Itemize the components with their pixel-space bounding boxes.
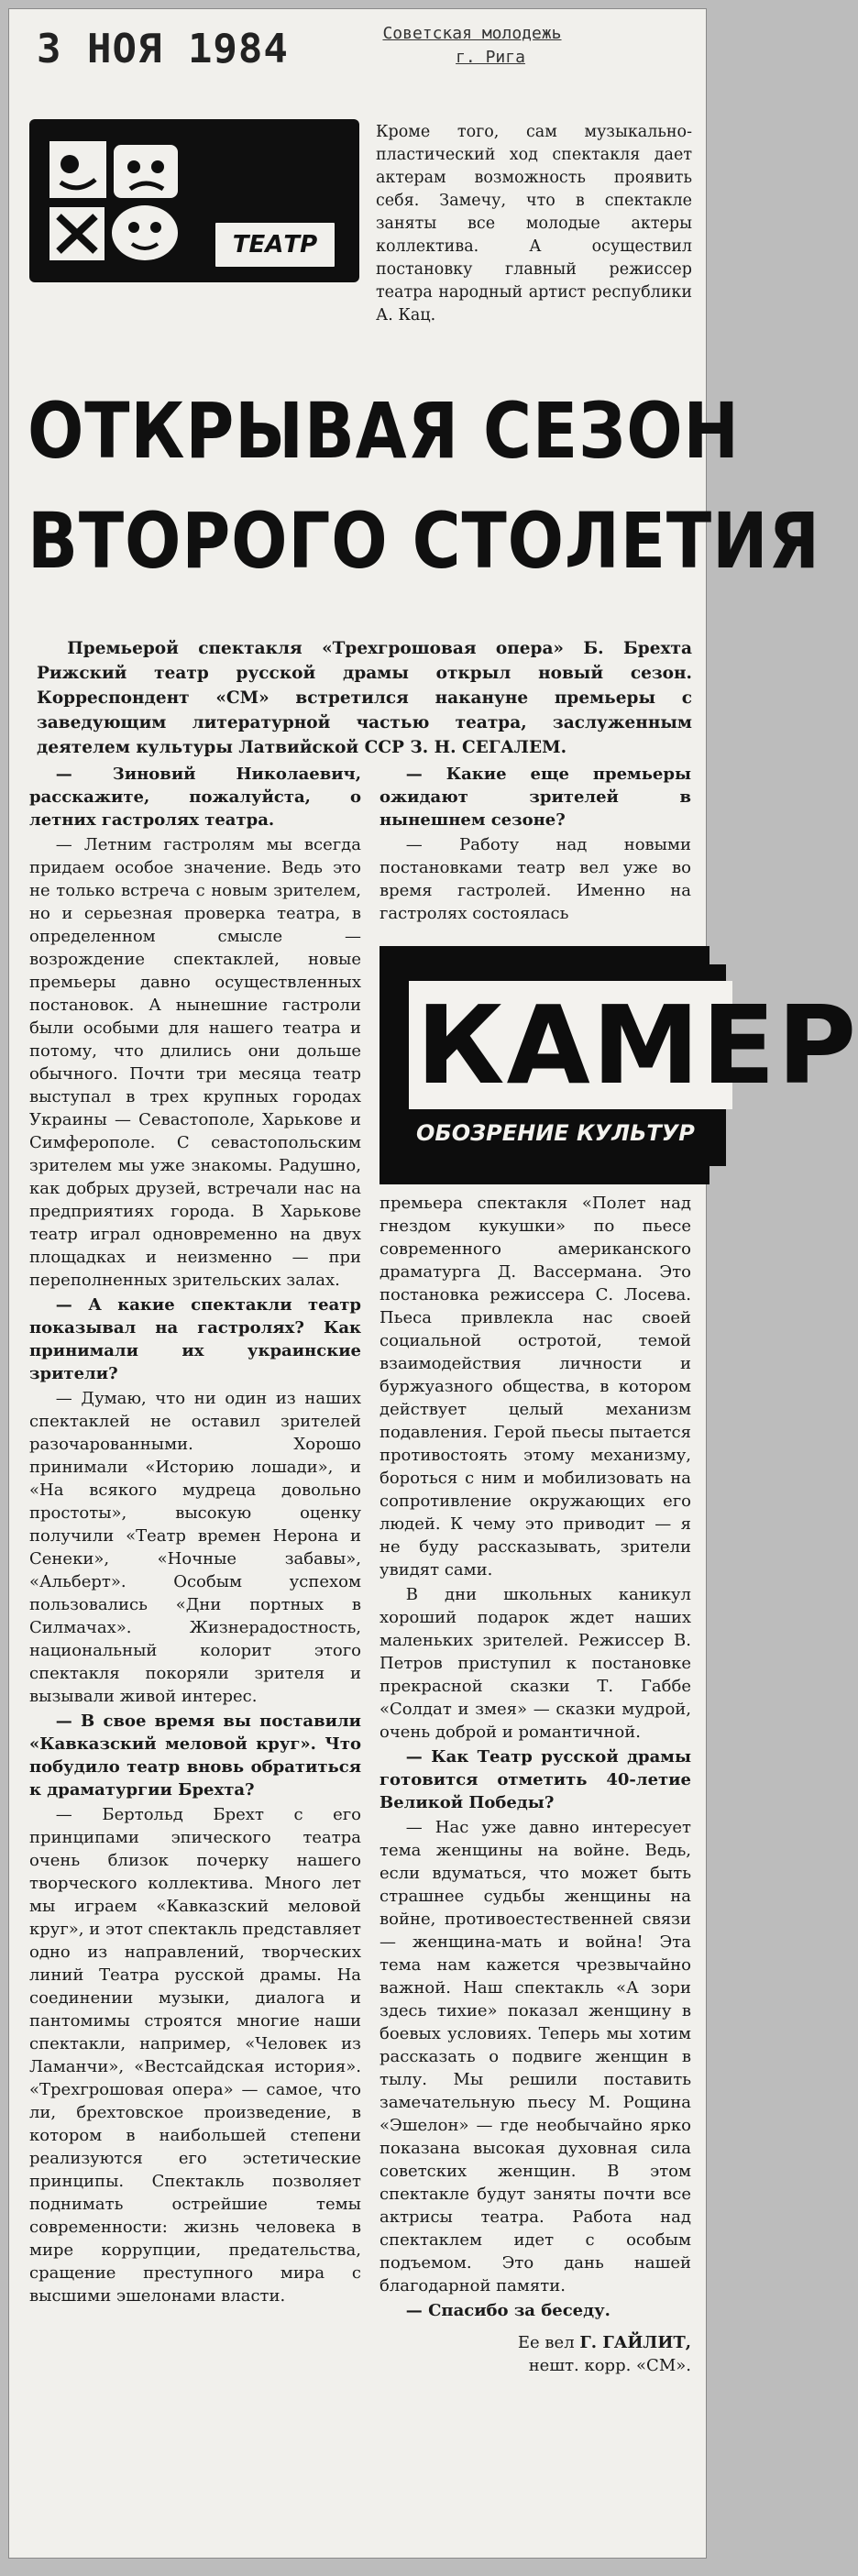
source-stamp-newspaper: Советская молодежь (382, 24, 562, 43)
question-paragraph: — Как Театр русской драмы готовится отметить 40-летие Великой Победы? (380, 1747, 691, 1812)
signature-name: Г. ГАЙЛИТ, (579, 2333, 691, 2352)
headline (28, 376, 820, 596)
question-paragraph: — Какие еще премьеры ожидают зрителей в нынешнем сезоне? (380, 765, 691, 830)
question-paragraph: — В свое время вы поставили «Кавказский меловой круг». Что побудило театр вновь обратиться к драматургии Брехта? (29, 1712, 361, 1800)
continued-paragraph: премьера спектакля «Полет над гнездом кукушки» по пьесе современного американского драматурга Д. Вассермана. Это постановка режиссера С. Лосева. Пьеса привлекла нас своей социальной остротой, темой взаимодействия личности и буржуазного общества, в котором действует целый механизм подавления. Герой пьесы пытается противостоять этому механизму, бороться с ним и мобилизовать на сопротивление окружающих его людей. К чему это приводит — я не буду рассказывать, зрители увидят сами. (380, 1194, 691, 1580)
headline-line-2: ВТОРОГО СТОЛЕТИЯ (28, 496, 820, 586)
answer-paragraph: — Летним гастролям мы всегда придаем особое значение. Ведь это не только встреча с новым зрителем, но и серьезная проверка театра, в определенном смысле — возрождение спектаклей, новые премьеры давно осуществленных постановок. А нынешние гастроли были особыми для нашего театра и потому, что длились они дольше обычного. Почти три месяца театр выступал в трех крупных городах Украины — Севастополе, Харькове и Симферополе. С севастопольским зрителем мы уже знакомы. Радушно, как добрых друзей, встречали нас на предприятиях города. В Харькове театр играл одновременно на двух площадках и неизменно — при переполненных зрительских залах. (29, 835, 361, 1290)
intro-paragraph: Кроме того, сам музыкально-пластический ход спектакля дает актерам возможность проявить себя. Замечу, что в спектакле заняты все молодые актеры коллектива. А осуществил постановку главный режиссер театра народный артист республики А. Кац. (376, 123, 692, 325)
source-stamp (376, 22, 568, 70)
theatre-masks-icon (42, 132, 189, 270)
signature-prefix: Ее вел (517, 2333, 575, 2352)
kamera-banner-inner (396, 964, 858, 1166)
answer-paragraph: — Нас уже давно интересует тема женщины на войне. Ведь, если вдуматься, что может быть страшнее судьбы женщины на войне, противоестественней связи — женщина-мать и война! Эта тема нам кажется чрезвычайно важной. Наш спектакль «А зори здесь тихие» показал женщину в боевых условиях. Теперь мы хотим рассказать о подвиге женщин в тылу. Мы решили поставить замечательную пьесу М. Рощина «Эшелон» — где необычайно ярко показана высокая духовная сила советских женщин. В этом спектакле будут заняты почти все актрисы театра. Работа над спектаклем идет с особым подъемом. Это дань нашей благодарной памяти. (380, 1818, 691, 2295)
date-stamp: 3 НОЯ 1984 (37, 26, 289, 72)
right-column (380, 1192, 691, 2379)
rubric-label: ТЕАТР (213, 220, 337, 270)
author-signature (380, 2331, 691, 2377)
lead-paragraph: Премьерой спектакля «Трехгрошовая опера» Б. Брехта Рижский театр русской драмы открыл новый сезон. Корреспондент «СМ» встретился накануне премьеры с заведующим литературной частью театра, заслуженным деятелем культуры Латвийской ССР З. Н. СЕГАЛЕМ. (37, 638, 692, 757)
answer-paragraph: — Бертольд Брехт с его принципами эпического театра очень близок почерку нашего творческого коллектива. Много лет мы играем «Кавказский меловой круг», и этот спектакль представляет одно из направлений, творческих линий Театра русской драмы. На соединении музыки, диалога и пантомимы строятся многие наши спектакли, например, «Человек из Ламанчи», «Вестсайдская история». «Трехгрошовая опера» — самое, что ли, брехтовское произведение, в котором в наибольшей степени реализуются его эстетические принципы. Спектакль позволяет поднимать острейшие темы современности: жизнь человека в мире коррупции, предательства, сращение преступного мира с высшими эшелонами власти. (29, 1805, 361, 2306)
kamera-banner-title: КАМЕР (409, 981, 732, 1109)
kamera-rubric-banner (380, 946, 858, 1184)
rubric-block (29, 119, 359, 282)
source-stamp-city: г. Рига (456, 48, 525, 67)
left-column (29, 763, 361, 2309)
answer-paragraph: — Думаю, что ни один из наших спектаклей не оставил зрителей разочарованными. Хорошо принимали «Историю лошади», и «На всякого мудреца довольно простоты», высокую оценку получили «Театр времен Нерона и Сенеки», «Ночные забавы», «Альберт». Особым успехом пользовались «Дни портных в Силмачах». Жизнерадостность, национальный колорит этого спектакля покоряли зрителя и вызывали живой интерес. (29, 1389, 361, 1706)
right-column-top (380, 763, 691, 927)
question-paragraph: — А какие спектакли театр показывал на гастролях? Как принимали их украинские зрители? (29, 1295, 361, 1383)
question-paragraph: — Зиновий Николаевич, расскажите, пожалуйста, о летних гастролях театра. (29, 765, 361, 830)
headline-line-1: ОТКРЫВАЯ СЕЗОН (28, 386, 740, 476)
newspaper-clipping (9, 9, 858, 2558)
answer-paragraph: В дни школьных каникул хороший подарок ждет наших маленьких зрителей. Режиссер В. Петров приступил к постановке прекрасной сказки Т. Габбе «Солдат и змея» — сказки мудрой, очень доброй и романтичной. (380, 1585, 691, 1742)
signature-role: нешт. корр. «СМ». (528, 2356, 691, 2375)
kamera-banner-subtitle: ОБОЗРЕНИЕ КУЛЬТУР (416, 1120, 695, 1146)
answer-paragraph: — Работу над новыми постановками театр вел уже во время гастролей. Именно на гастролях состоялась (380, 835, 691, 923)
question-paragraph: — Спасибо за беседу. (405, 2301, 610, 2320)
